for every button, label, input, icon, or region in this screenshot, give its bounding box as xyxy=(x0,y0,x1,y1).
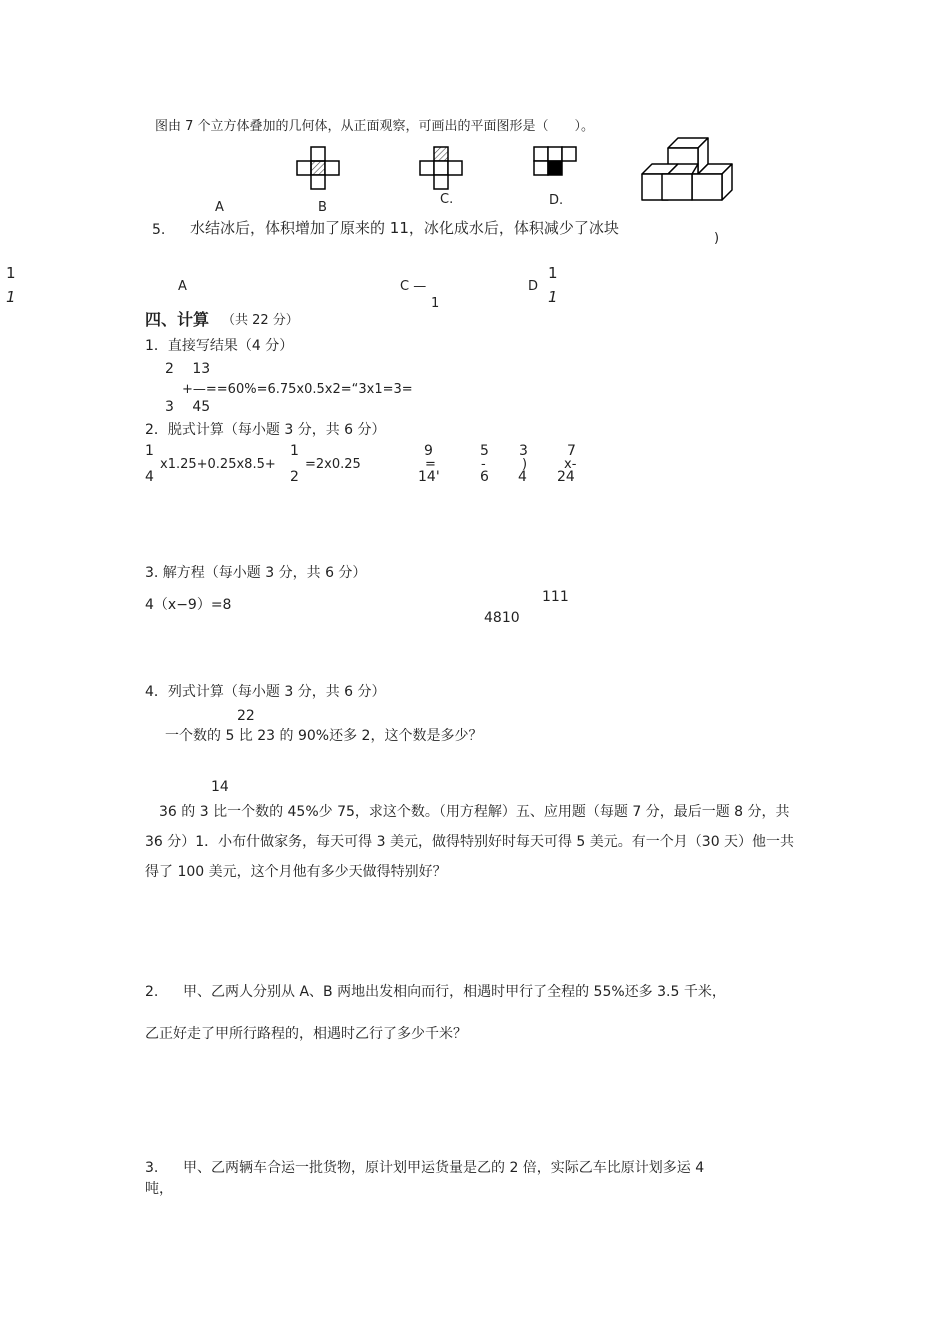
part-3-title: 3. 解方程（每小题 3 分，共 6 分） xyxy=(145,565,367,581)
stacked-cubes-figure xyxy=(640,134,744,212)
q2-line-1: 甲、乙两人分别从 A、B 两地出发相向而行，相遇时甲行了全程的 55%还多 3.5 千米， xyxy=(183,984,726,1000)
q5-option-d-num-1: 1 xyxy=(548,264,558,282)
q5-option-d: D xyxy=(528,279,539,294)
part-1-expression: +—==60%=6.75x0.5x2=“3x1=3= xyxy=(182,382,413,397)
section-4-score: （共 22 分） xyxy=(222,313,299,328)
part-2-num-5: 3 xyxy=(519,443,528,459)
q5-left-num-2: 1 xyxy=(6,288,16,306)
section-4-title: 四、计算 xyxy=(145,310,210,329)
part-4-title: 4．列式计算（每小题 3 分，共 6 分） xyxy=(145,684,386,700)
part-2-expr-1: x1.25+0.25x8.5+ xyxy=(160,457,276,472)
part-2-num-3: 9 xyxy=(424,443,433,459)
part-3-equation: 4（x−9）=8 xyxy=(145,597,232,613)
part-2-den-4: 6 xyxy=(480,469,489,485)
part-1-title: 1．直接写结果（4 分） xyxy=(145,338,294,354)
q3-number: 3. xyxy=(145,1160,159,1176)
q5-paren: ) xyxy=(714,231,720,246)
part-2-den-6: 24 xyxy=(557,469,575,485)
part-2-num-2: 1 xyxy=(290,443,299,459)
part-2-den-1: 4 xyxy=(145,469,154,485)
part-2-num-6: 7 xyxy=(567,443,576,459)
part-2-expr-5: ) xyxy=(522,457,528,472)
part-1-denominators: 3 45 xyxy=(165,399,211,415)
part-2-num-1: 1 xyxy=(145,443,154,459)
part-3-numerators: 111 xyxy=(542,589,569,605)
part-2-expr-6: x- xyxy=(564,457,577,472)
q5-option-c: C — xyxy=(400,279,427,294)
part-2-expr-4: - xyxy=(481,457,486,472)
q4-stem: 图由 7 个立方体叠加的几何体，从正面观察，可画出的平面图形是（ ）。 xyxy=(155,119,595,134)
q2-line-2: 乙正好走了甲所行路程的，相遇时乙行了多少千米？ xyxy=(145,1026,467,1042)
q3-line-2: 吨， xyxy=(145,1181,173,1197)
option-c-figure xyxy=(419,146,465,192)
part-4-num-2: 14 xyxy=(211,779,229,795)
q5-option-d-num-2: 1 xyxy=(548,288,558,306)
part-2-den-3: 14' xyxy=(418,469,440,485)
q3-line-1: 甲、乙两辆车合运一批货物，原计划甲运货量是乙的 2 倍，实际乙车比原计划多运 4 xyxy=(183,1160,705,1176)
part-2-den-5: 4 xyxy=(518,469,527,485)
part-2-title: 2．脱式计算（每小题 3 分，共 6 分） xyxy=(145,422,386,438)
q5-option-c-sub: 1 xyxy=(431,296,440,311)
part-2-den-2: 2 xyxy=(290,469,299,485)
part-3-denominators: 4810 xyxy=(484,610,520,626)
part-2-expr-3: = xyxy=(425,457,436,472)
q5-text: 水结冰后，体积增加了原来的 11，冰化成水后，体积减少了冰块 xyxy=(190,219,619,237)
part-4-question-2-and-section-5-q1: 36 的 3 比一个数的 45%少 75，求这个数。（用方程解）五、应用题（每题 7 分，最后一题 8 分，共 36 分）1．小布什做家务，每天可得 3 美元，做得特别好时每天可得 5 美元。有一个月（30 天）他一共得了 100 美元，这个月他有多少天做得特别好？ xyxy=(145,804,795,880)
part-4-question-1: 一个数的 5 比 23 的 90%还多 2，这个数是多少？ xyxy=(165,728,483,744)
option-a-label: A xyxy=(215,200,224,215)
q2-number: 2. xyxy=(145,984,159,1000)
q5-left-num-1: 1 xyxy=(6,264,16,282)
option-c-label: C. xyxy=(440,192,454,207)
part-2-expr-2: =2x0.25 xyxy=(305,457,361,472)
part-1-numerators: 2 13 xyxy=(165,361,211,377)
option-b-label: B xyxy=(318,200,327,215)
part-2-num-4: 5 xyxy=(480,443,489,459)
option-a-figure xyxy=(296,146,342,192)
option-d-figure xyxy=(533,146,577,178)
part-4-num-1: 22 xyxy=(237,708,255,724)
q5-number: 5. xyxy=(152,222,166,238)
option-d-label: D. xyxy=(549,193,564,208)
q5-option-a: A xyxy=(178,279,187,294)
